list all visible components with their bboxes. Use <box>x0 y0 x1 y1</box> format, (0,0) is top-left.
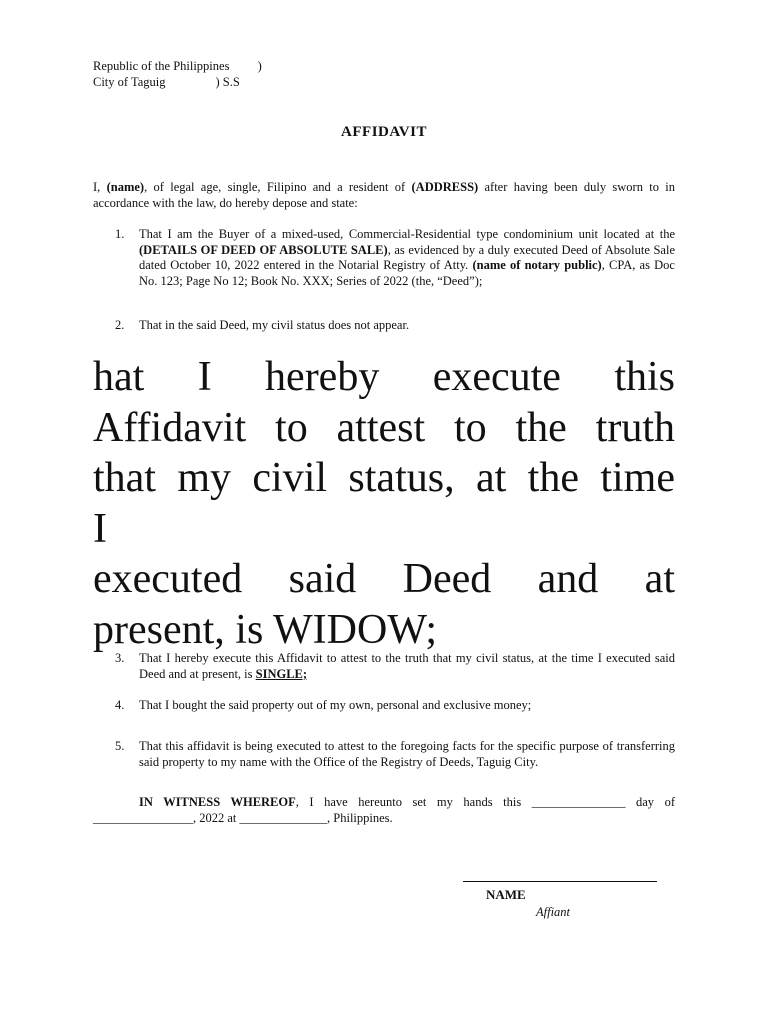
address-placeholder: (ADDRESS) <box>411 180 479 194</box>
witness-clause <box>93 795 675 826</box>
clause-text-part: That I am the Buyer of a mixed-used, Commercial-Residential type condominium unit located at the <box>139 227 675 241</box>
overlay-line: that my civil status, at the time <box>93 455 675 501</box>
clause-4 <box>93 698 675 714</box>
clause-text: That this affidavit is being executed to attest to the foregoing facts for the specific purpose of transferring said property to my name with the Office of the Registry of Deeds, Taguig City. <box>139 739 675 769</box>
clause-text-part: , as evidenced by a duly executed Deed of Absolute Sale dated October 10, 2022 entered in the Notarial Registry of Atty. <box>139 242 675 272</box>
clause-3 <box>93 651 675 682</box>
venue-country: Republic of the Philippines ) <box>93 59 262 73</box>
intro-text: I, <box>93 180 107 194</box>
clause-text <box>139 651 675 682</box>
clause-text-part: That I hereby execute this Affidavit to attest to the truth that my civil status, at the time I executed said Deed and at present, is <box>139 651 675 681</box>
clause-number: 4. <box>115 698 125 712</box>
signatory-name: NAME <box>486 887 526 902</box>
notary-name-placeholder: (name of notary public) <box>472 258 602 272</box>
civil-status: SINGLE; <box>255 666 308 681</box>
overlay-line: hat I hereby execute this <box>93 354 675 400</box>
signature-line <box>463 881 657 882</box>
overlay-line: present, is WIDOW; <box>93 606 438 653</box>
intro-text: after having been duly sworn to in accordance with the law, do hereby depose and state: <box>93 180 676 210</box>
overlay-line: I <box>93 505 107 552</box>
name-placeholder: (name) <box>106 180 145 194</box>
venue-block <box>93 59 262 90</box>
document-title: AFFIDAVIT <box>341 124 427 140</box>
clause-number: 3. <box>115 651 125 665</box>
clause-text: That I bought the said property out of my own, personal and exclusive money; <box>139 698 532 712</box>
overlay-line: executed said Deed and at <box>93 556 675 602</box>
large-text-overlay <box>93 352 675 655</box>
clause-number: 5. <box>115 739 125 753</box>
clause-1 <box>93 227 675 289</box>
clause-2 <box>93 318 675 334</box>
venue-city: City of Taguig ) S.S <box>93 74 240 89</box>
signatory-role: Affiant <box>536 905 571 919</box>
intro-paragraph <box>93 180 675 211</box>
clause-text <box>139 227 675 289</box>
witness-lead: IN WITNESS WHEREOF <box>139 795 296 809</box>
clause-text: That in the said Deed, my civil status does not appear. <box>139 318 410 332</box>
intro-text: , of legal age, single, Filipino and a resident of <box>144 180 412 194</box>
witness-text: , I have hereunto set my hands this _______________ day of ________________, 2022 at ______________, Philippines. <box>93 795 675 825</box>
overlay-line: Affidavit to attest to the truth <box>93 404 675 451</box>
clause-text-part: , CPA, as Doc No. 123; Page No 12; Book No. XXX; Series of 2022 (the, “Deed”); <box>139 258 675 288</box>
clause-5 <box>93 739 675 770</box>
deed-details-placeholder: (DETAILS OF DEED OF ABSOLUTE SALE) <box>139 242 388 257</box>
clause-number: 2. <box>115 318 125 332</box>
clause-number: 1. <box>115 227 125 241</box>
